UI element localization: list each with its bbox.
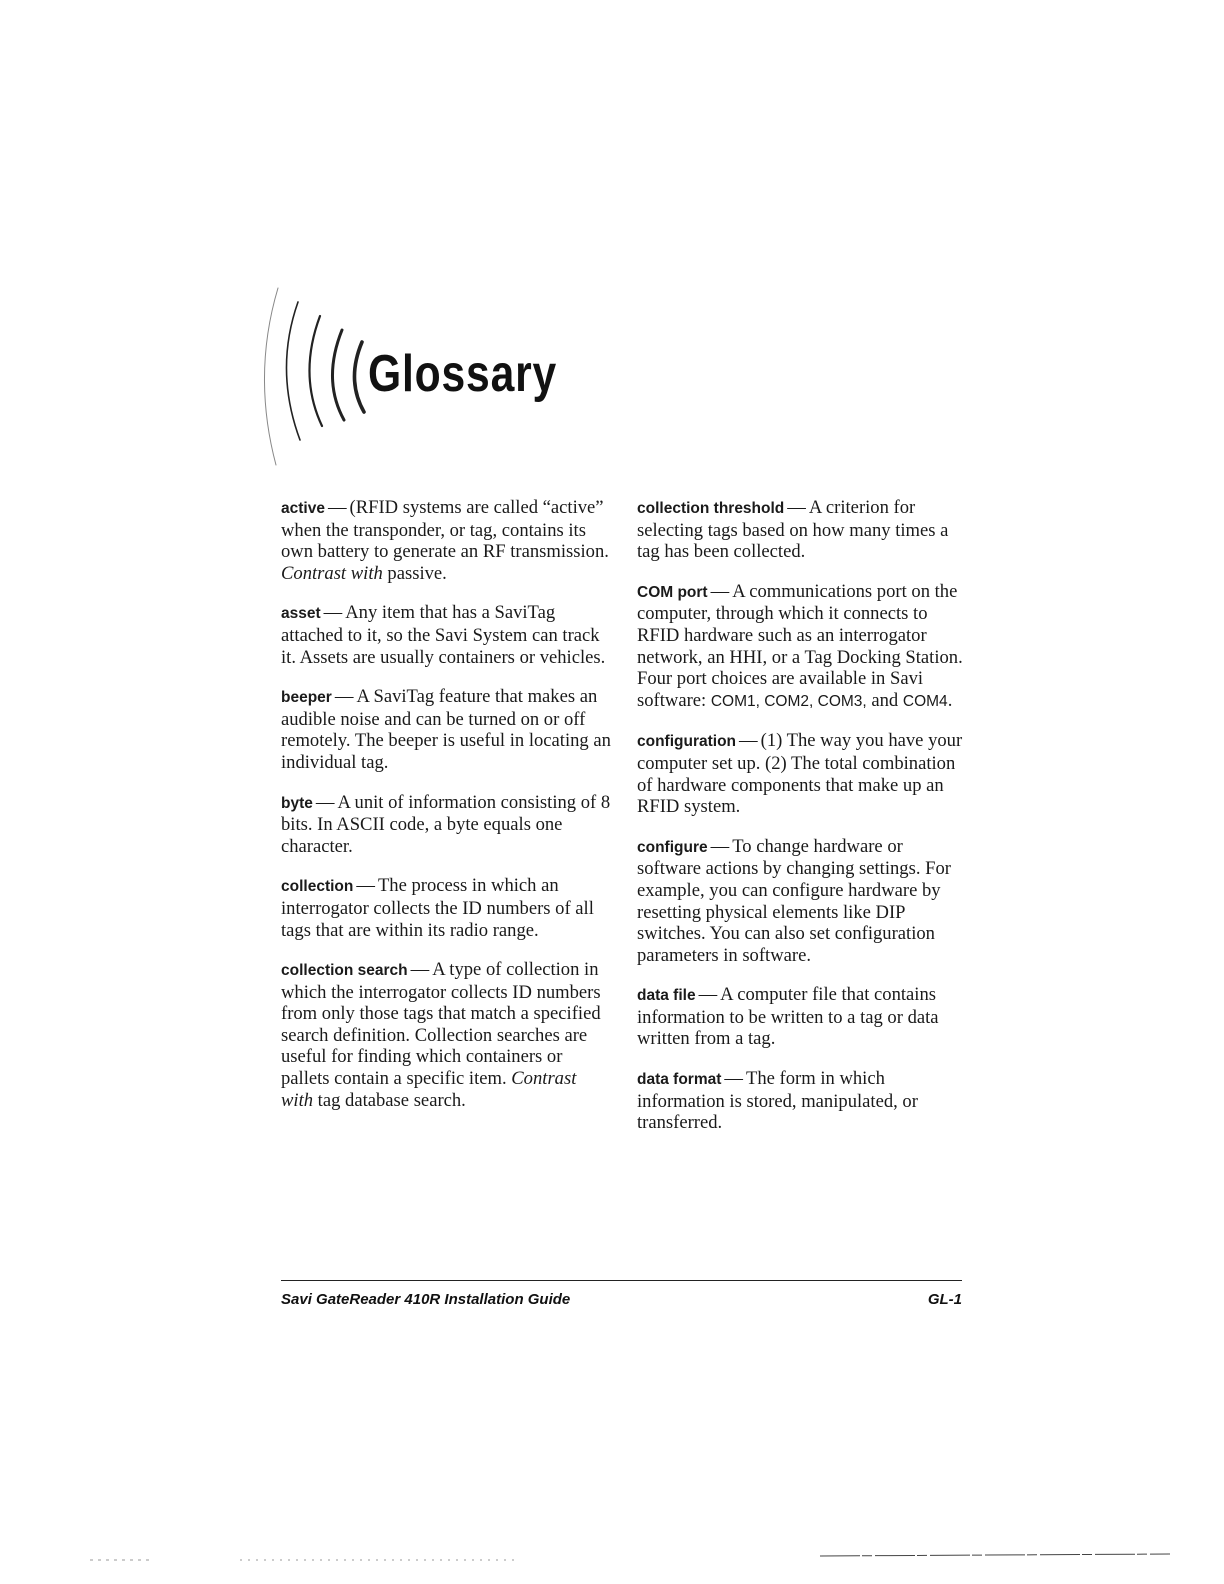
definition-text: Any item that has a SaviTag attached to it, so the Savi System can track it. Assets are usually containers or vehicles. xyxy=(281,602,606,668)
definition-text: (1) The way you have your computer set up. (2) The total combination of hardware components that make up an RFID system. xyxy=(637,730,963,818)
definition-text: A computer file that contains information to be written to a tag or data written from a tag. xyxy=(637,984,939,1050)
definition-text: A type of collection in which the interrogator collects ID numbers from only those tags that match a specified search definition. Collection searches are useful for finding which containers or pallets contain a specific item. xyxy=(281,959,601,1090)
glossary-term: configure xyxy=(637,838,708,856)
term-separator: — xyxy=(739,730,758,752)
definition-text: To change hardware or software actions by changing settings. For example, you can configure hardware by resetting physical elements like DIP switches. You can also set configuration parameters in software. xyxy=(637,835,951,966)
term-separator: — xyxy=(698,984,718,1006)
definition-text: and xyxy=(866,689,903,711)
glossary-entry xyxy=(637,730,967,817)
glossary-term: active xyxy=(281,500,325,517)
glossary-entry xyxy=(637,836,967,967)
term-separator: — xyxy=(410,959,430,981)
definition-text: A SaviTag feature that makes an audible noise and can be turned on or off remotely. The beeper is useful in locating an individual tag. xyxy=(281,686,611,773)
footer-page-number: GL-1 xyxy=(927,1291,962,1308)
term-separator: — xyxy=(710,835,730,857)
definition-text: Contrast with xyxy=(281,1068,577,1111)
definition-text: A communications port on the computer, through which it connects to RFID hardware such as an interrogator network, an HHI, or a Tag Docking Station. Four port choices are available in Savi software: xyxy=(637,580,963,711)
glossary-entry xyxy=(281,959,611,1111)
term-separator: — xyxy=(315,791,335,813)
glossary-term: data format xyxy=(637,1071,722,1089)
definition-text: passive. xyxy=(382,562,447,584)
glossary-term: beeper xyxy=(281,689,332,707)
definition-text: A criterion for selecting tags based on how many times a tag has been collected. xyxy=(637,497,949,563)
glossary-entry xyxy=(281,686,611,773)
glossary-term: byte xyxy=(281,794,313,812)
glossary-column-right xyxy=(637,497,967,1152)
definition-text: . xyxy=(947,689,953,711)
glossary-term: collection search xyxy=(281,962,408,980)
term-separator: — xyxy=(787,497,806,518)
term-separator: — xyxy=(327,497,347,518)
term-separator: — xyxy=(356,875,375,897)
definition-text: tag database search. xyxy=(313,1089,466,1111)
glossary-entry xyxy=(281,792,611,858)
definition-text: A unit of information consisting of 8 bits. In ASCII code, a byte equals one character. xyxy=(281,791,611,857)
term-separator: — xyxy=(710,580,730,602)
glossary-entry xyxy=(637,497,967,563)
glossary-column-left xyxy=(281,497,611,1129)
term-separator: — xyxy=(323,602,343,624)
scan-artifacts xyxy=(0,1548,1224,1568)
definition-text: Contrast with xyxy=(281,562,383,584)
glossary-term: collection xyxy=(281,878,354,896)
footer-divider xyxy=(281,1280,962,1281)
definition-text: The process in which an interrogator collects the ID numbers of all tags that are within its radio range. xyxy=(281,875,594,941)
definition-text: COM1, COM2, COM3, xyxy=(710,692,867,710)
definition-text: (RFID systems are called “active” when the transponder, or tag, contains its own battery to generate an RF transmission. xyxy=(281,497,609,563)
glossary-term: data file xyxy=(637,987,696,1005)
term-separator: — xyxy=(334,686,354,708)
glossary-entry xyxy=(637,581,967,713)
definition-text: The form in which information is stored, manipulated, or transferred. xyxy=(637,1068,918,1134)
glossary-heading xyxy=(250,280,610,480)
glossary-term: configuration xyxy=(637,733,737,751)
glossary-entry xyxy=(281,497,611,584)
glossary-entry xyxy=(281,602,611,668)
glossary-term: asset xyxy=(281,605,321,623)
glossary-entry xyxy=(637,1068,967,1134)
page-title: Glossary xyxy=(368,345,558,403)
definition-text: COM4 xyxy=(902,692,948,710)
glossary-entry xyxy=(637,984,967,1050)
glossary-entry xyxy=(281,875,611,941)
term-separator: — xyxy=(724,1068,743,1090)
footer-guide-title: Savi GateReader 410R Installation Guide xyxy=(281,1291,571,1308)
glossary-term: collection threshold xyxy=(637,500,785,517)
glossary-term: COM port xyxy=(637,583,708,601)
